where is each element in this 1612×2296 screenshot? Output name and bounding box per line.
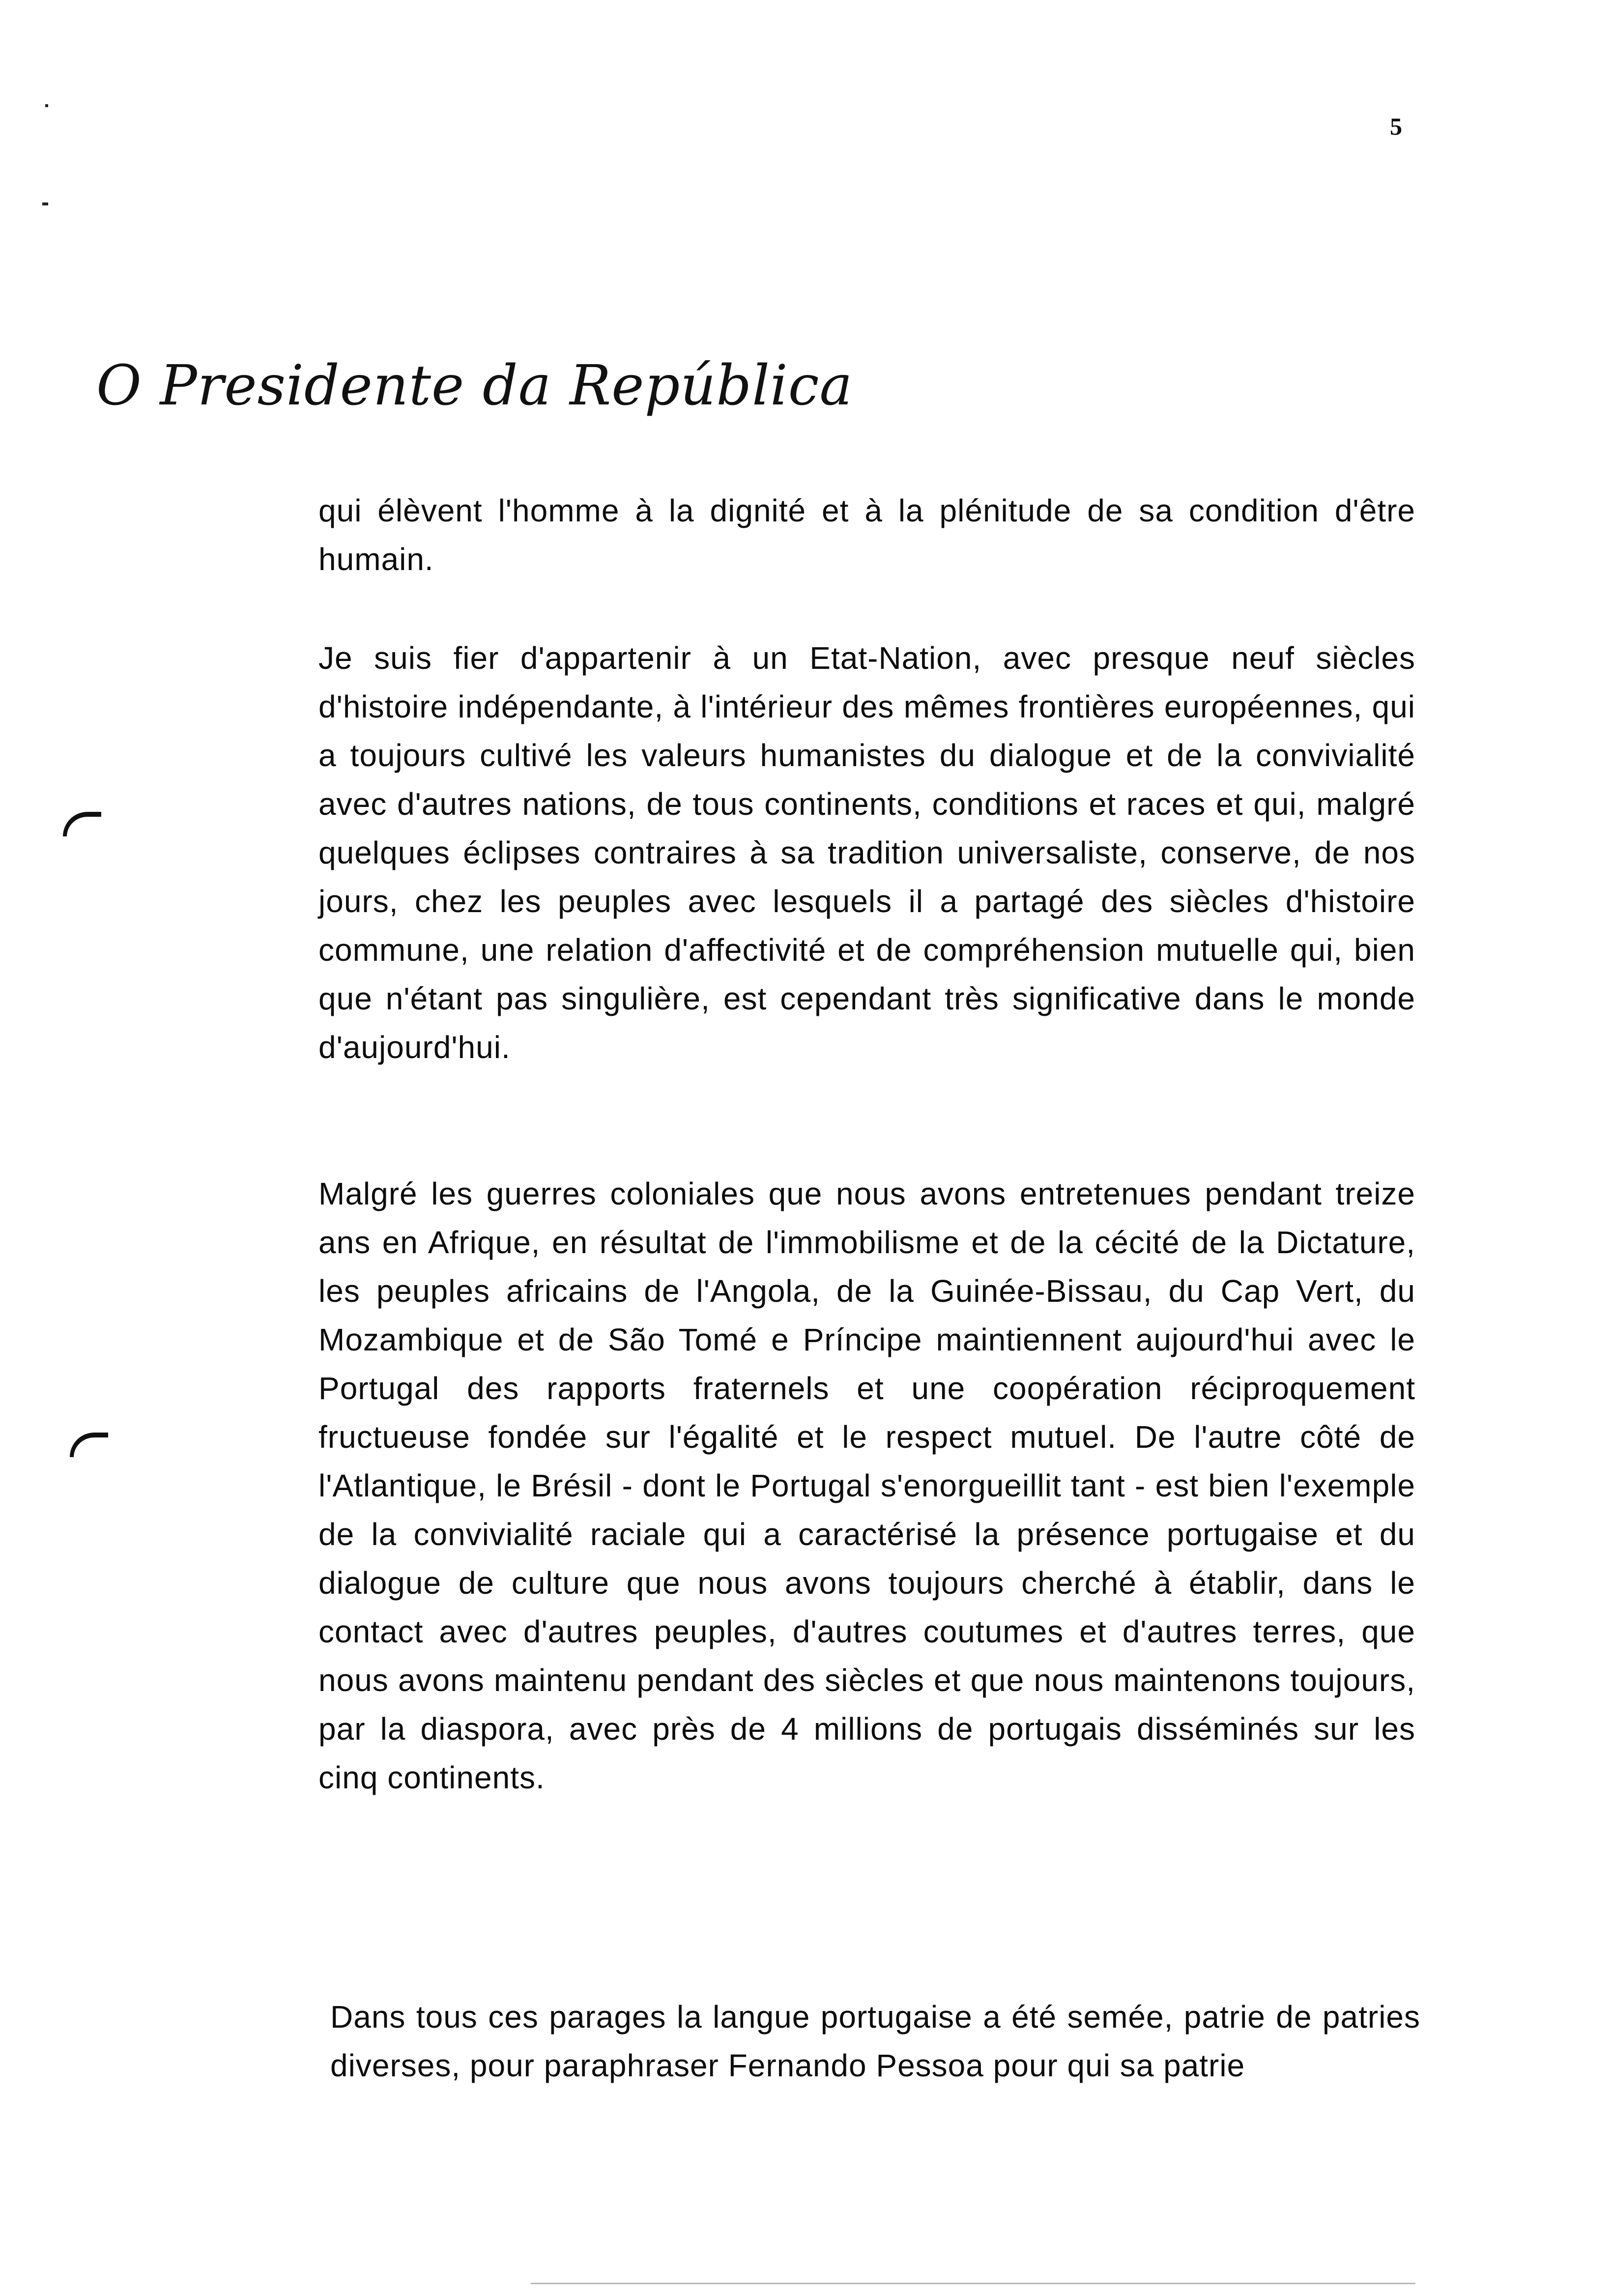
paragraph-4: Dans tous ces parages la langue portugaise a été semée, patrie de patries diverses, pour paraphraser Fernando Pessoa pour qui sa patrie — [330, 1999, 1420, 2083]
letterhead-title: O Presidente da República — [96, 354, 853, 418]
scan-speck — [45, 104, 48, 107]
margin-mark-icon — [63, 812, 101, 836]
margin-mark-icon — [70, 1433, 108, 1457]
paragraph-2: Je suis fier d'appartenir à un Etat-Nation, avec presque neuf siècles d'histoire indépendante, à l'intérieur des mêmes frontières européennes, qui a toujours cultivé les valeurs humanistes du dialogue et de la convivialité avec d'autres nations, de tous continents, conditions et races et qui, malgré quelques éclipses contraires à sa tradition universaliste, conserve, de nos jours, chez les peuples avec lesquels il a partagé des siècles d'histoire commune, une relation d'affectivité et de compréhension mutuelle qui, bien que n'étant pas singulière, est cependant très significative dans le monde d'aujourd'hui. — [318, 640, 1415, 1065]
page-number: 5 — [1390, 113, 1402, 140]
paragraph-3: Malgré les guerres coloniales que nous avons entretenues pendant treize ans en Afrique, en résultat de l'immobilisme et de la cécité de la Dictature, les peuples africains de l'Angola, de la Guinée-Bissau, du Cap Vert, du Mozambique et de São Tomé e Príncipe maintiennent aujourd'hui avec le Portugal des rapports fraternels et une coopération réciproquement fructueuse fondée sur l'égalité et le respect mutuel. De l'autre côté de l'Atlantique, le Brésil - dont le Portugal s'enorgueillit tant - est bien l'exemple de la convivialité raciale qui a caractérisé la présence portugaise et du dialogue de culture que nous avons toujours cherché à établir, dans le contact avec d'autres peuples, d'autres coutumes et d'autres terres, que nous avons maintenu pendant des siècles et que nous maintenons toujours, par la diaspora, avec près de 4 millions de portugais disséminés sur les cinq continents. — [318, 1176, 1415, 1795]
paragraph-1: qui élèvent l'homme à la dignité et à la plénitude de sa condition d'être humain. — [318, 493, 1415, 577]
scan-edge-line — [531, 2283, 1415, 2284]
scan-speck — [42, 202, 48, 205]
